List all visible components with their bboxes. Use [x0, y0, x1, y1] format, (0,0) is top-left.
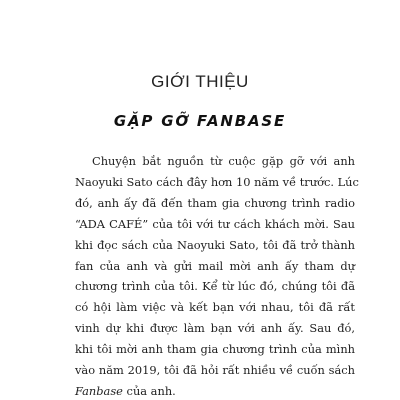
paragraph-line: có hội làm việc và kết bạn với nhau, tôi đã rất [75, 300, 355, 315]
paragraph-line: “ADA CAFÉ” của tôi với tư cách khách mời. Sau [75, 216, 355, 231]
paragraph-last-line [75, 381, 355, 400]
paragraph-line: vinh dự khi được làm bạn với anh ấy. Sau đó, [75, 321, 355, 336]
body-paragraph [75, 151, 359, 400]
paragraph-line: Naoyuki Sato cách đây hơn 10 năm về trước. Lúc [75, 174, 359, 189]
paragraph-line: vào năm 2019, tôi đã hỏi rất nhiều về cuốn sách [75, 363, 355, 378]
paragraph-line: Chuyện bắt nguồn từ cuộc gặp gỡ với anh [92, 154, 355, 168]
paragraph-line: chương trình của tôi. Kể từ lúc đó, chúng tôi đã [75, 279, 355, 294]
paragraph-line: khi đọc sách của Naoyuki Sato, tôi đã trở thành [75, 237, 355, 252]
paragraph-line: fan của anh và gửi mail mời anh ấy tham dự [75, 258, 355, 273]
section-label: GIỚI THIỆU [151, 72, 249, 91]
book-title-fanbase: Fanbase [75, 383, 123, 398]
paragraph-line-end: của anh. [122, 383, 176, 398]
paragraph-line: khi tôi mời anh tham gia chương trình của mình [75, 342, 355, 357]
chapter-title: GẶP GỠ FANBASE [113, 112, 287, 130]
paragraph-line: đó, anh ấy đã đến tham gia chương trình radio [75, 195, 355, 210]
